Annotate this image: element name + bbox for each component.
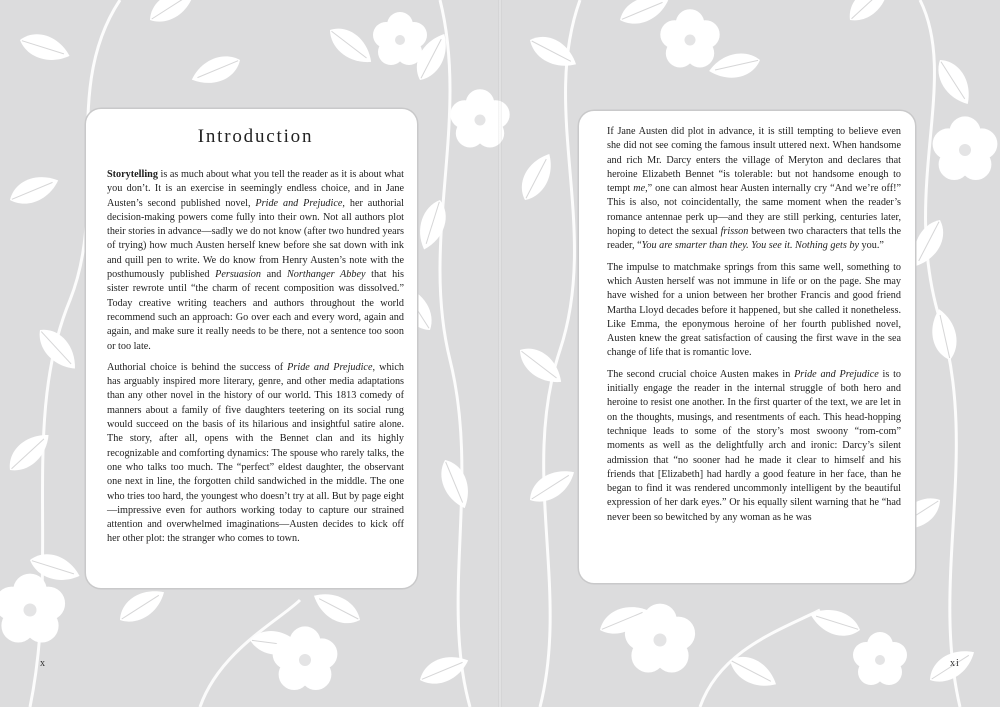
italic-text: me bbox=[633, 183, 646, 195]
left-body-text bbox=[107, 168, 404, 547]
right-body-text bbox=[607, 125, 901, 525]
text-run: , her authorial decision-making powers come fully into their own. Not all authors plot their stories in advance—sadly we do not know (after two hundred years of trying) how much Austen herself knew before she sat down with ink and quill pen to write. We do know from Henry Austen’s note with the posthumously published bbox=[107, 197, 405, 281]
text-run: If Jane Austen did plot in advance, it is still tempting to believe even she did not see coming the famous insult uttered next. When handsome and rich Mr. Darcy enters the village of Meryton and declares that heroine Elizabeth Bennet “is tolerable: but not handsome enough to tempt bbox=[607, 126, 901, 195]
italic-text: Persuasion bbox=[215, 269, 261, 281]
italic-text: Pride and Prejudice bbox=[794, 368, 879, 380]
right-text-panel bbox=[582, 114, 912, 580]
paragraph bbox=[607, 368, 901, 525]
paragraph bbox=[107, 168, 404, 354]
text-run: The impulse to matchmake springs from this same well, something to which Austen herself was not immune in life or on the page. She may have wished for a union between her brother Francis and good friend Martha Lloyd decades before it happened, but she called it nonetheless. Like Emma, the eponymous heroine of her fourth published novel, Austen knew the great satisfaction of causing the first wave in the sea change of life that is romantic love. bbox=[607, 261, 901, 359]
text-run: and bbox=[260, 269, 288, 281]
text-run: is as much about what you tell the reader as it is about what you don’t. It is an exercise in seemingly endless choice, and in Jane Austen’s second published novel, bbox=[107, 169, 404, 209]
page-number-left: x bbox=[40, 658, 46, 669]
paragraph bbox=[607, 261, 901, 361]
italic-text: Pride and Prejudice bbox=[255, 197, 343, 209]
page-title: Introduction bbox=[197, 126, 314, 147]
right-page bbox=[500, 0, 1000, 707]
text-run: between two characters that tells the reader, “ bbox=[607, 226, 901, 252]
italic-text: frisson bbox=[720, 226, 749, 238]
text-run: Authorial choice is behind the success of bbox=[107, 361, 288, 373]
text-run: , which has arguably inspired more literary, genre, and other media adaptations than any other novel in the history of our world. This 1813 comedy of manners about a family of five daughters teetering on its social rung would succeed on the basis of its hilarious and insightful satire alone. The story, after all, opens with the Bennet clan and its highly recognizable and comforting dynamics: The spouse who rarely talks, the one who talks too much. The “perfect” eldest daughter, the observant one next in line, the forgotten child sandwiched in the middle. The one who tries too hard, the youngest who doesn’t try at all. But by page eight—impressive even for authors working today to capture our strained attention and overwhelmed imaginations—Austen decides to kick off her other plot: the stranger who comes to town. bbox=[107, 361, 404, 545]
page-number-right: xi bbox=[950, 658, 960, 669]
paragraph bbox=[607, 125, 901, 254]
italic-text: Northanger Abbey bbox=[287, 269, 366, 281]
text-run: ,” one can almost hear Austen internally cry “And we’re off!” This is also, not coincidentally, the same moment when the reader’s romance antennae perk up—and they are still perking, centuries later, hoping to detect the sexual bbox=[607, 183, 901, 238]
bold-text: Storytelling bbox=[107, 169, 158, 180]
text-run: is to initially engage the reader in the internal struggle of both hero and heroine to resist one another. In the first quarter of the text, we are let in on the thoughts, musings, and resentments of each. This head-hopping technique leads to some of the story’s most swoony “rom-com” moments as well as the delightfully arch and ironic: Darcy’s silent admission that “no sooner had he made it clear to himself and his friends that [Elizabeth] had hardly a good feature in her face, than he began to find it was rendered uncommonly intelligent by the beautiful expression of her dark eyes.” Or his equally silent warning that he “had never been so bewitched by any woman as he was bbox=[607, 368, 902, 523]
text-run: you.” bbox=[859, 240, 884, 252]
italic-text: You are smarter than they. You see it. Nothing gets by bbox=[641, 240, 859, 252]
paragraph bbox=[107, 361, 404, 547]
italic-text: Pride and Prejudice bbox=[287, 361, 373, 373]
left-text-panel bbox=[89, 112, 414, 585]
text-run: that his sister rewrote until “the charm of recent composition was dissolved.” Today creative writing teachers and authors throughout the world recommend such an approach: Go over each and every word, again and again, and make sure it really needs to be there, not a sentence too soon or too late. bbox=[107, 269, 404, 352]
text-run: The second crucial choice Austen makes in bbox=[607, 368, 795, 380]
